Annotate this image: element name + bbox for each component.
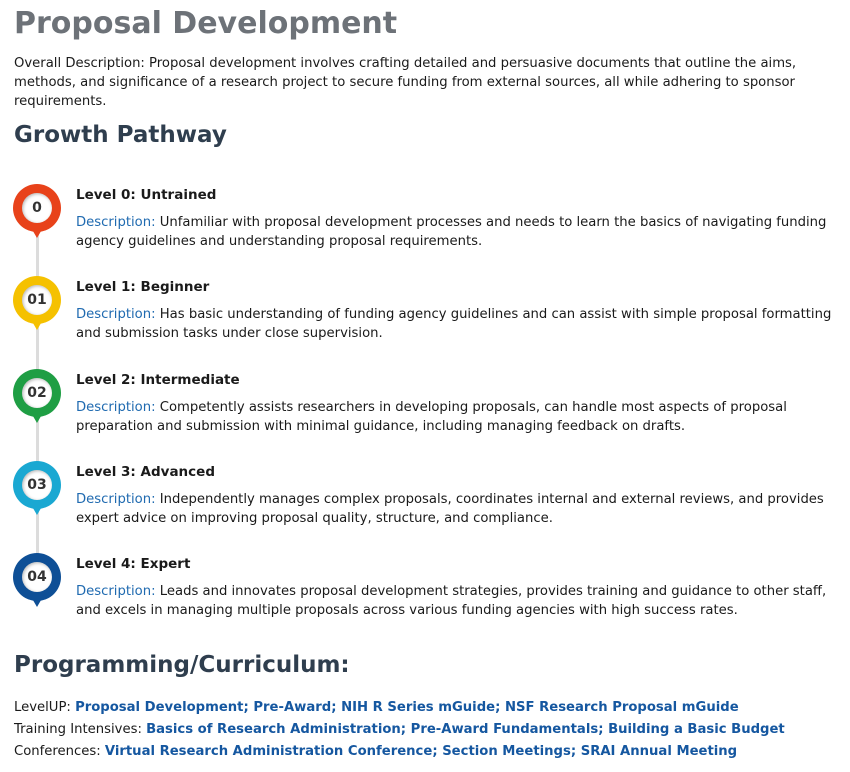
level-name: Level 4: Expert — [76, 556, 191, 573]
level-badge: 03 — [22, 470, 52, 500]
level-item — [0, 371, 850, 468]
level-badge: 04 — [22, 562, 52, 592]
programming-category: LevelUP: — [14, 700, 71, 715]
location-pin-icon — [13, 553, 61, 601]
description-text: Leads and innovates proposal development strategies, provides training and guidance to other staff, and excels in managing multiple proposals across various funding agencies with high success rates. — [76, 584, 827, 619]
programming-category: Conferences: — [14, 744, 101, 759]
level-item — [0, 187, 850, 283]
location-pin-icon — [13, 461, 61, 509]
description-text: Competently assists researchers in developing proposals, can handle most aspects of proposal preparation and submission with minimal guidance, including managing feedback on drafts. — [76, 399, 787, 434]
description-label: Description: — [76, 399, 156, 415]
description-text: Has basic understanding of funding agency guidelines and can assist with simple proposal formatting and submission tasks under close supervision. — [76, 307, 832, 342]
curriculum-link[interactable]: Section Meetings — [442, 744, 571, 759]
level-description — [76, 582, 841, 620]
overall-description: Overall Description: Proposal development involves crafting detailed and persuasive documents that outline the aims, methods, and significance of a research project to secure funding from external sources, all while adhering to sponsor requirements. — [14, 56, 797, 109]
curriculum-link[interactable]: Pre-Award Fundamentals — [410, 722, 599, 737]
programming-row: Training Intensives: Basics of Research Administration; Pre-Award Fundamentals; Building a Basic Budget — [14, 722, 785, 737]
programming-row: Conferences: Virtual Research Administration Conference; Section Meetings; SRAI Annual Meeting — [14, 744, 738, 759]
curriculum-link[interactable]: SRAI Annual Meeting — [580, 744, 738, 759]
description-text: Unfamiliar with proposal development processes and needs to learn the basics of navigating funding agency guidelines and understanding proposal requirements. — [76, 215, 827, 249]
description-label: Description: — [76, 584, 156, 600]
programming-row: LevelUP: Proposal Development; Pre-Award; NIH R Series mGuide; NSF Research Proposal mGuide — [14, 700, 739, 715]
curriculum-link[interactable]: Virtual Research Administration Conference — [104, 744, 433, 759]
level-description — [76, 490, 841, 528]
level-name: Level 1: Beginner — [76, 279, 210, 296]
description-label: Description: — [76, 491, 156, 507]
level-badge: 01 — [22, 285, 52, 315]
growth-pathway-heading: Growth Pathway — [14, 122, 227, 148]
level-name: Level 0: Untrained — [76, 187, 217, 203]
level-badge: 0 — [22, 193, 52, 223]
curriculum-link[interactable]: NIH R Series mGuide — [341, 700, 496, 715]
curriculum-link[interactable]: Proposal Development — [75, 700, 244, 715]
description-label: Description: — [76, 307, 156, 323]
location-pin-icon — [13, 184, 61, 232]
curriculum-link[interactable]: Pre-Award — [253, 700, 332, 715]
level-description — [76, 398, 841, 436]
curriculum-link[interactable]: NSF Research Proposal mGuide — [504, 700, 739, 715]
location-pin-icon — [13, 276, 61, 324]
level-name: Level 3: Advanced — [76, 463, 215, 480]
level-description — [76, 213, 841, 251]
location-pin-icon — [13, 369, 61, 417]
curriculum-link[interactable]: Basics of Research Administration — [146, 722, 401, 737]
level-badge: 02 — [22, 378, 52, 408]
programming-heading: Programming/Curriculum: — [14, 652, 350, 678]
level-item — [0, 556, 850, 652]
description-text: Independently manages complex proposals, coordinates internal and external reviews, and provides expert advice on improving proposal quality, structure, and compliance. — [76, 491, 824, 526]
page-title: Proposal Development — [14, 6, 398, 41]
level-name: Level 2: Intermediate — [76, 371, 240, 388]
level-item — [0, 463, 850, 560]
description-label: Description: — [76, 215, 156, 230]
curriculum-link[interactable]: Building a Basic Budget — [608, 722, 785, 737]
level-item — [0, 279, 850, 375]
programming-category: Training Intensives: — [14, 722, 142, 737]
level-description — [76, 305, 841, 343]
